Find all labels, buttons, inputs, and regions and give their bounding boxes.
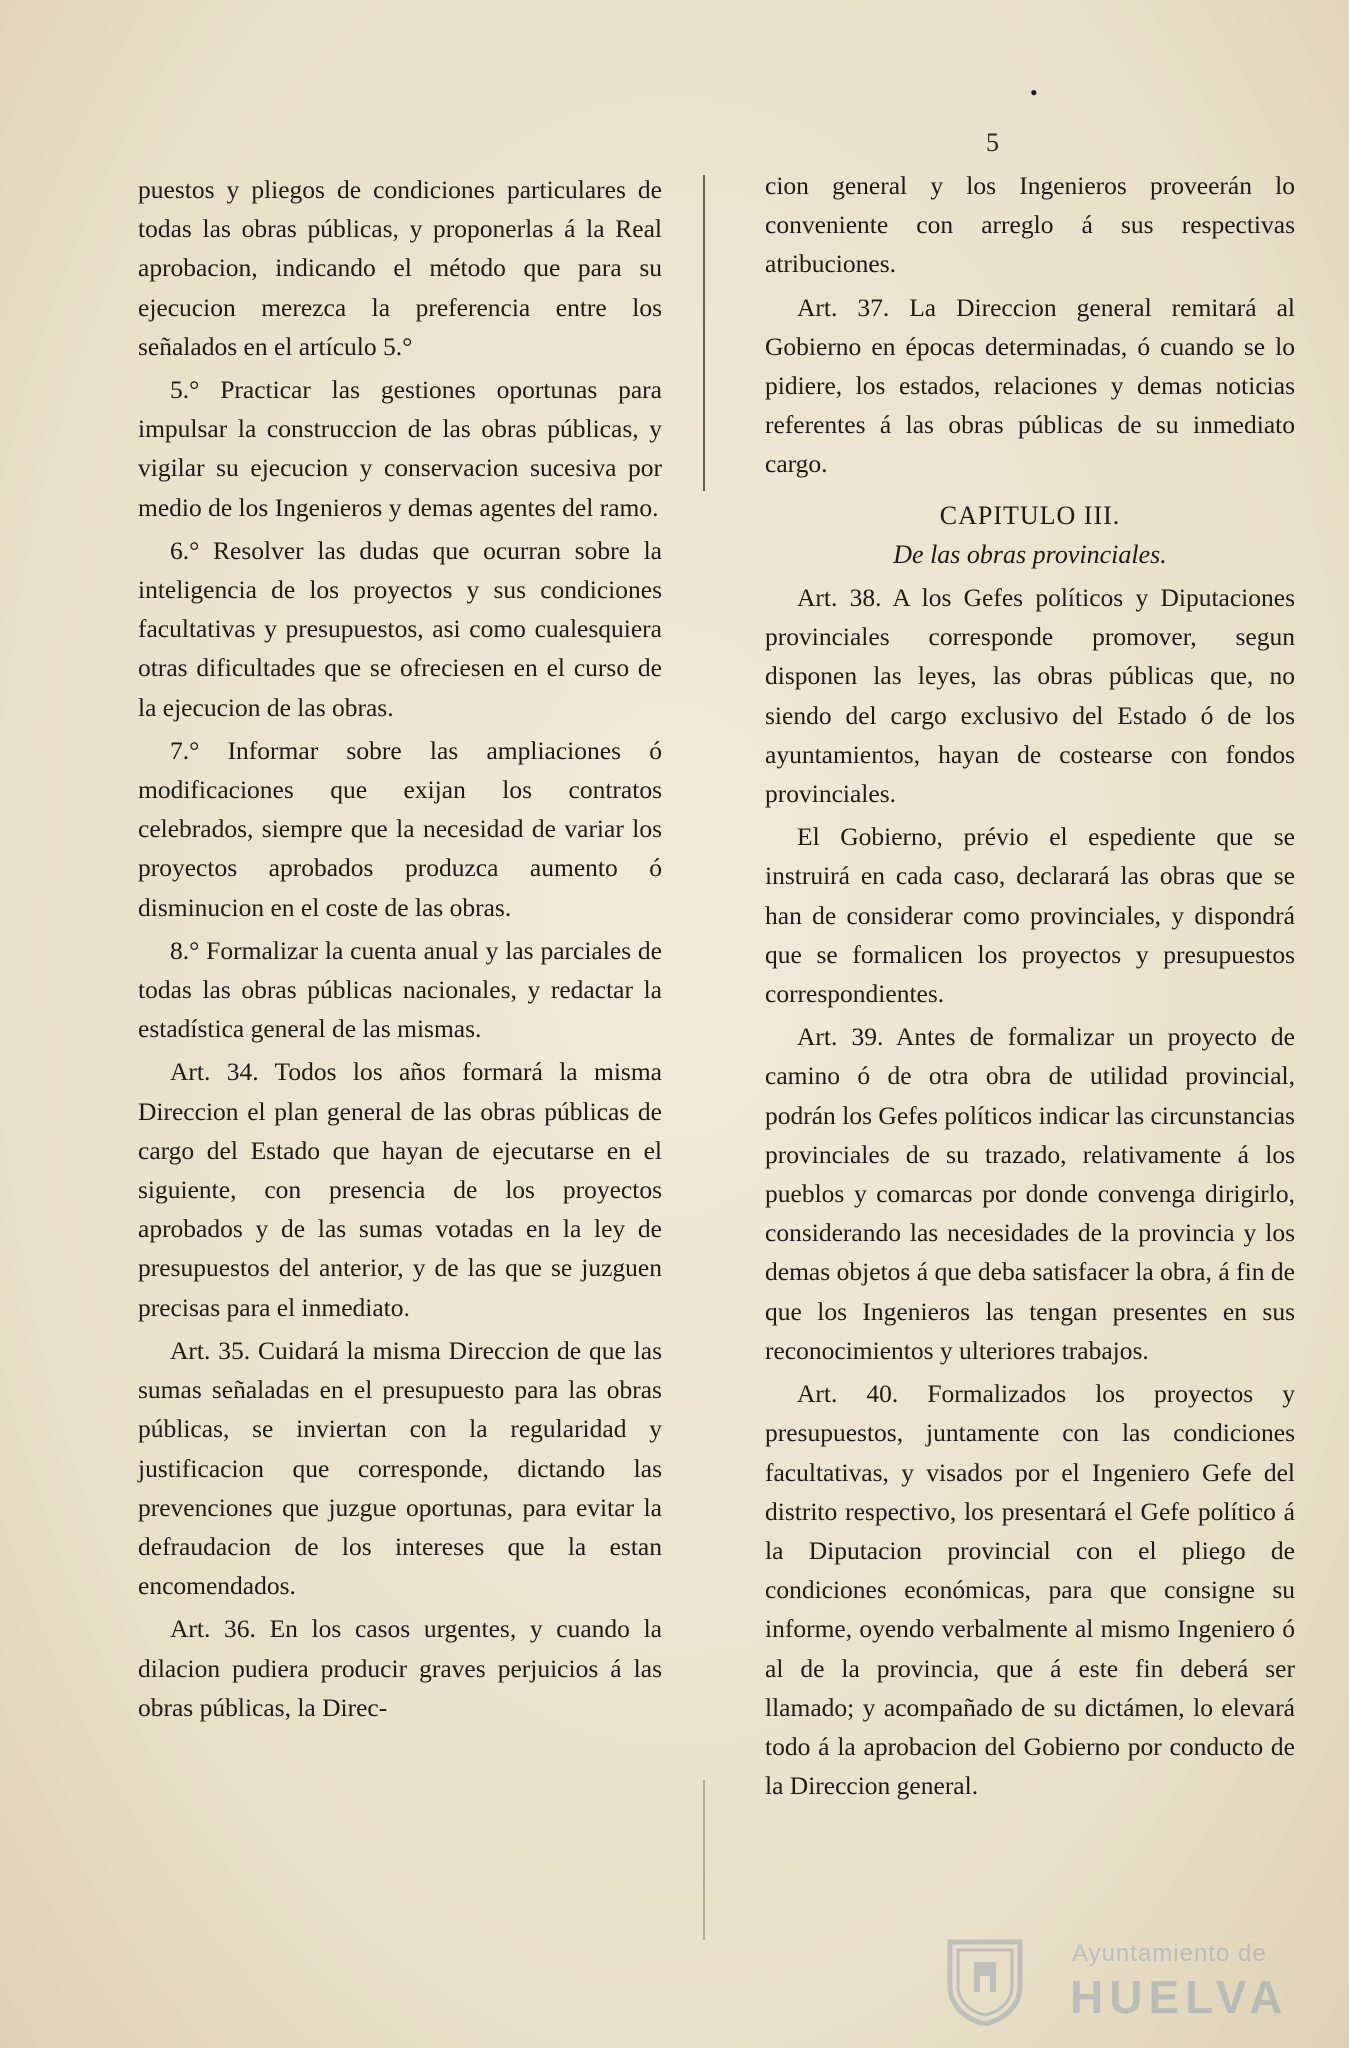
article-39: Art. 39. Antes de formalizar un proyecto de camino ó de otra obra de utilidad provincial, podrán los Gefes políticos indicar las circunstancias provinciales de su trazado, relativamente á los pueblos y comarcas por donde convenga dirigirlo, considerando las necesidades de la provincia y los demas objetos á que deba satisfacer la obra, á fin de que los Ingenieros las tengan presentes en sus reconocimientos y ulteriores trabajos. (765, 1022, 1295, 1365)
article-40: Art. 40. Formalizados los proyectos y presupuestos, juntamente con las condiciones facultativas, y visados por el Ingeniero Gefe del distrito respectivo, los presentará el Gefe político á la Diputacion provincial con el pliego de condiciones económicas, para que consigne su informe, oyendo verbalmente al mismo Ingeniero ó al de la provincia, que á este fin deberá ser llamado; y acompañado de su dictámen, lo elevará todo á la aprobacion del Gobierno por conducto de la Direccion general. (765, 1379, 1295, 1801)
paragraph: El Gobierno, prévio el espediente que se instruirá en cada caso, declarará las obras que se han de considerar como provinciales, y dispondrá que se formalicen los proyectos y presupuestos correspondientes. (765, 822, 1295, 1009)
article-34: Art. 34. Todos los años formará la misma Direccion el plan general de las obras públicas de cargo del Estado que hayan de ejecutarse en el siguiente, con presencia de los proyectos aprobados y de las sumas votadas en la ley de presupuestos del anterior, y de las que se juzguen precisas para el inmediato. (138, 1057, 662, 1322)
article-36: Art. 36. En los casos urgentes, y cuando la dilacion pudiera producir graves perjuicios á las obras públicas, la Direc- (138, 1614, 662, 1722)
watermark-line-2: HUELVA (1070, 1971, 1289, 2023)
right-column (765, 166, 1295, 1809)
page-number-mark: 5 (986, 128, 999, 157)
paragraph: cion general y los Ingenieros proveerán lo conveniente con arreglo á sus respectivas atribuciones. (765, 171, 1295, 279)
paragraph: 7.° Informar sobre las ampliaciones ó modificaciones que exijan los contratos celebrados, siempre que la necesidad de variar los proyectos aprobados produzca aumento ó disminucion en el coste de las obras. (138, 735, 662, 922)
column-divider-lower (703, 1780, 705, 1940)
article-38: Art. 38. A los Gefes políticos y Diputaciones provinciales corresponde promover, segun disponen las leyes, las obras públicas que, no siendo del cargo exclusivo del Estado ó de los ayuntamientos, hayan de costearse con fondos provinciales. (765, 583, 1295, 809)
paragraph: 5.° Practicar las gestiones oportunas para impulsar la construccion de las obras públicas, y vigilar su ejecucion y conservacion sucesiva por medio de los Ingenieros y demas agentes del ramo. (138, 375, 662, 522)
chapter-title: CAPITULO III. (939, 500, 1121, 530)
archive-watermark (944, 1928, 1289, 2028)
article-35: Art. 35. Cuidará la misma Direccion de que las sumas señaladas en el presupuesto para las obras públicas, se inviertan con la regularidad y justificacion que corresponde, dictando las prevenciones que juzgue oportunas, para evitar la defraudacion de los intereses que la estan encomendados. (138, 1335, 662, 1601)
watermark-line-1: Ayuntamiento de (1072, 1940, 1267, 1967)
paragraph: 8.° Formalizar la cuenta anual y las parciales de todas las obras públicas nacionales, y redactar la estadística general de las mismas. (138, 935, 662, 1044)
left-column (138, 170, 662, 1731)
chapter-subtitle: De las obras provinciales. (893, 539, 1167, 569)
city-shield-icon (944, 1936, 1026, 2026)
page-dot-mark: • (1030, 80, 1038, 105)
column-divider (703, 175, 705, 1930)
paragraph: puestos y pliegos de condiciones particulares de todas las obras públicas, y proponerlas á la Real aprobacion, indicando el método que para su ejecucion merezca la preferencia entre los señalados en el artículo 5.° (138, 175, 662, 361)
paragraph: 6.° Resolver las dudas que ocurran sobre la inteligencia de los proyectos y sus condiciones facultativas y presupuestos, asi como cualesquiera otras dificultades que se ofreciesen en el curso de la ejecucion de las obras. (138, 535, 662, 722)
article-37: Art. 37. La Direccion general remitará al Gobierno en épocas determinadas, ó cuando se lo pidiere, los estados, relaciones y demas noticias referentes á las obras públicas de su inmediato cargo. (765, 292, 1295, 479)
